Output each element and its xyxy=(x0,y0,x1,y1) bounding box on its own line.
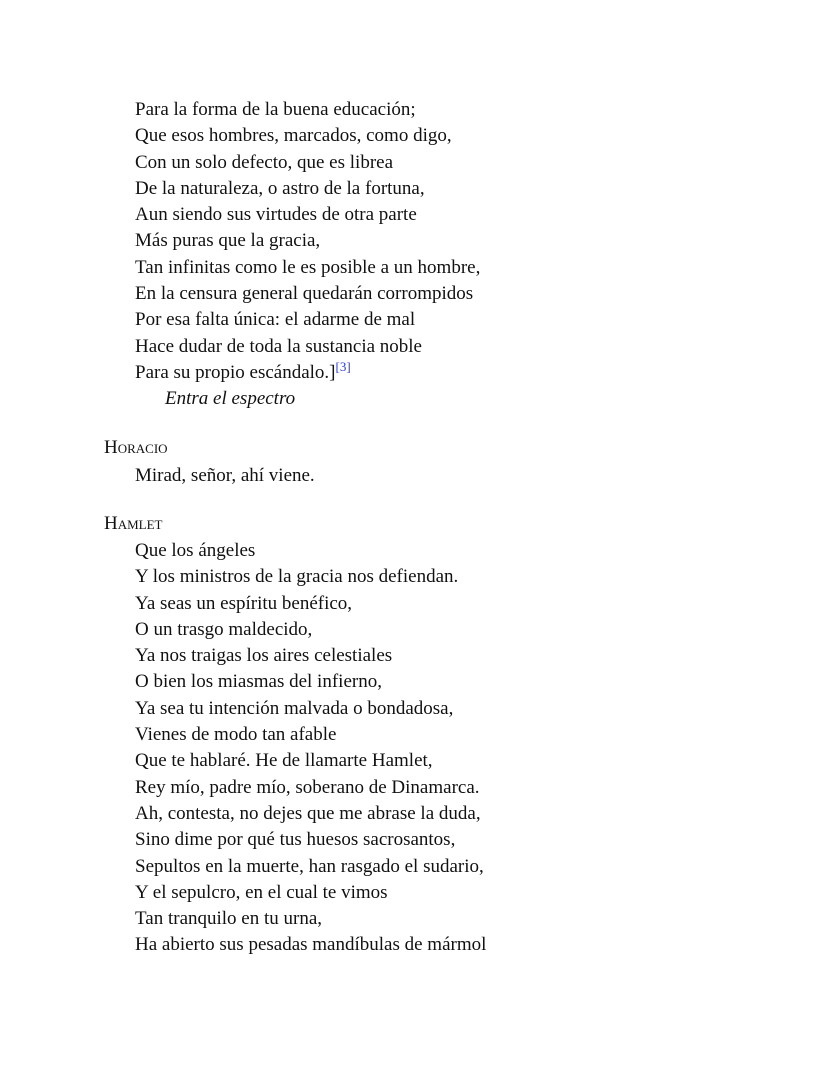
speaker-name-horacio: Horacio xyxy=(104,437,168,458)
verse-line: Ya nos traigas los aires celestiales xyxy=(135,645,393,667)
verse-line: O un trasgo maldecido, xyxy=(135,618,313,640)
verse-line: Por esa falta única: el adarme de mal xyxy=(135,309,416,331)
verse-line: Que te hablaré. He de llamarte Hamlet, xyxy=(135,750,433,772)
verse-line: Rey mío, padre mío, soberano de Dinamarca. xyxy=(135,776,480,798)
verse-line: De la naturaleza, o astro de la fortuna, xyxy=(135,177,425,199)
verse-line: Sepultos en la muerte, han rasgado el sudario, xyxy=(135,855,484,877)
verse-line: Ha abierto sus pesadas mandíbulas de mármol xyxy=(135,934,487,956)
verse-line: Para la forma de la buena educación; xyxy=(135,99,416,120)
verse-line: Ya sea tu intención malvada o bondadosa, xyxy=(135,697,454,719)
verse-line: Y los ministros de la gracia nos defiendan. xyxy=(135,566,459,588)
footnote-link[interactable]: [3] xyxy=(335,358,351,374)
verse-line: Que esos hombres, marcados, como digo, xyxy=(135,125,452,147)
verse-line: Sino dime por qué tus huesos sacrosantos, xyxy=(135,829,456,851)
verse-line: Mirad, señor, ahí viene. xyxy=(135,465,315,486)
verse-line: Tan infinitas como le es posible a un hombre, xyxy=(135,256,481,278)
verse-line: Tan tranquilo en tu urna, xyxy=(135,908,323,930)
verse-line: Ah, contesta, no dejes que me abrase la duda, xyxy=(135,802,481,824)
verse-line-with-footnote xyxy=(135,360,480,386)
verse-line-text: Para su propio escándalo.] xyxy=(135,361,336,383)
verse-line: Con un solo defecto, que es librea xyxy=(135,151,394,173)
verse-line: O bien los miasmas del infierno, xyxy=(135,671,382,693)
speech-horacio xyxy=(135,463,315,489)
verse-line: Más puras que la gracia, xyxy=(135,230,321,252)
speech-hamlet xyxy=(135,538,486,959)
verse-line: En la censura general quedarán corrompidos xyxy=(135,283,474,305)
verse-line: Vienes de modo tan afable xyxy=(135,724,337,746)
verse-line: Ya seas un espíritu benéfico, xyxy=(135,592,353,614)
verse-line: Hace dudar de toda la sustancia noble xyxy=(135,335,422,357)
speaker-name-hamlet: Hamlet xyxy=(104,513,163,534)
verse-line: Y el sepulcro, en el cual te vimos xyxy=(135,881,388,903)
verse-line: Aun siendo sus virtudes de otra parte xyxy=(135,204,417,226)
verse-block-continuation xyxy=(135,97,480,413)
stage-direction: Entra el espectro xyxy=(165,388,296,410)
verse-line: Que los ángeles xyxy=(135,540,256,561)
